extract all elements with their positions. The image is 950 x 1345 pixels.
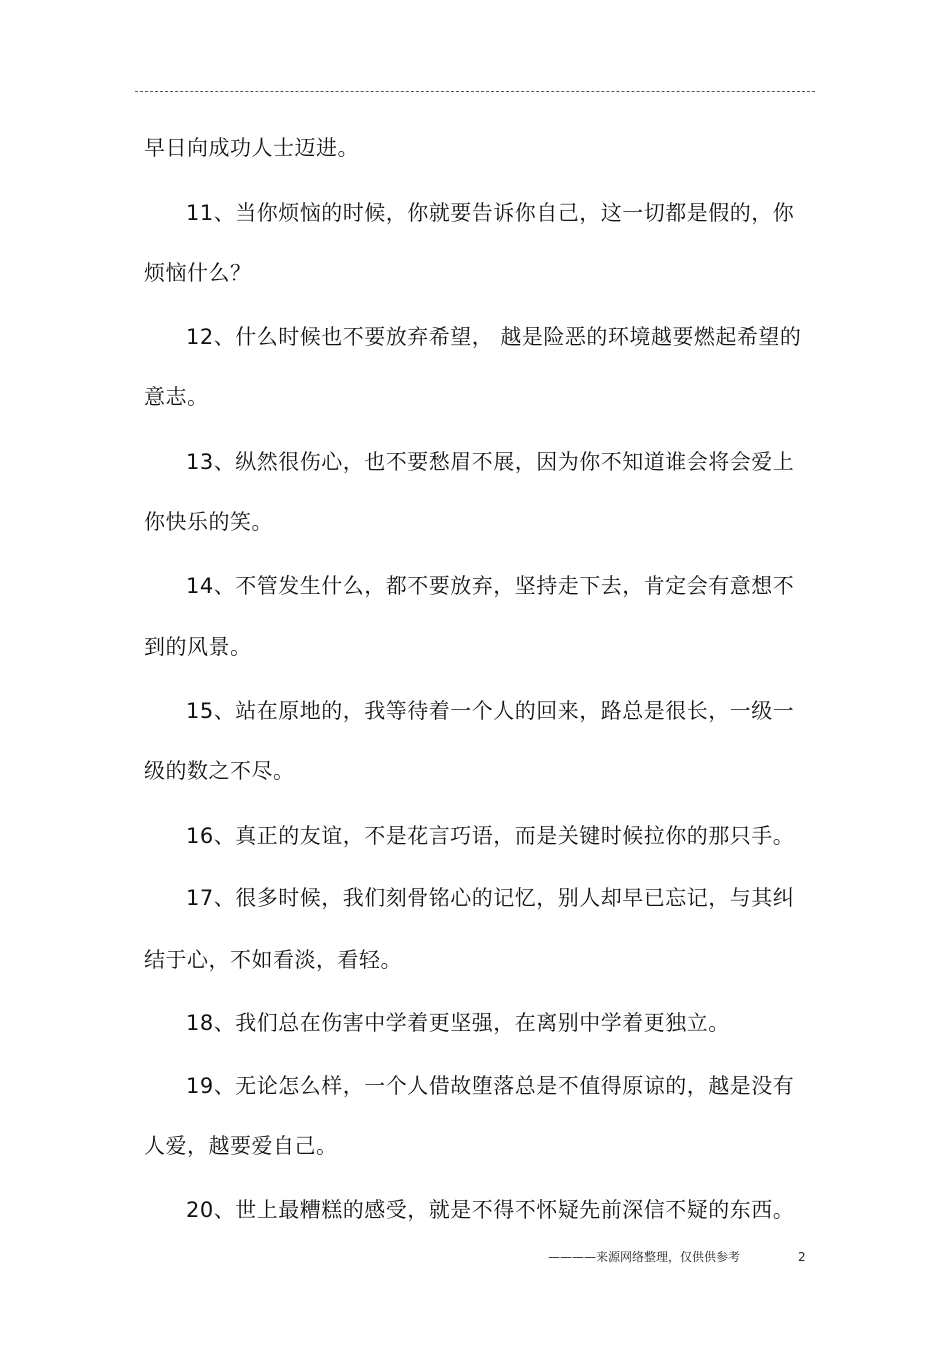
text-line: 16、真正的友谊，不是花言巧语，而是关键时候拉你的那只手。 <box>186 824 795 848</box>
text-line: 结于心，不如看淡，看轻。 <box>144 948 402 972</box>
text-line: 意志。 <box>144 385 209 409</box>
text-line: 18、我们总在伤害中学着更坚强，在离别中学着更独立。 <box>186 1011 730 1035</box>
text-line: 烦恼什么？ <box>144 261 252 285</box>
text-line: 20、世上最糟糕的感受，就是不得不怀疑先前深信不疑的东西。 <box>186 1198 795 1222</box>
text-line: 级的数之不尽。 <box>144 759 295 783</box>
text-line: 14、不管发生什么，都不要放弃，坚持走下去，肯定会有意想不 <box>186 574 795 598</box>
text-line: 13、纵然很伤心，也不要愁眉不展，因为你不知道谁会将会爱上 <box>186 450 795 474</box>
header-divider <box>135 91 815 92</box>
footer-source-note: ————来源网络整理，仅供供参考 <box>548 1250 741 1264</box>
text-line: 15、站在原地的，我等待着一个人的回来，路总是很长，一级一 <box>186 699 795 723</box>
text-line: 到的风景。 <box>144 635 252 659</box>
text-line: 早日向成功人士迈进。 <box>144 136 359 160</box>
text-line: 11、当你烦恼的时候，你就要告诉你自己，这一切都是假的，你 <box>186 201 795 225</box>
text-line: 你快乐的笑。 <box>144 510 273 534</box>
page-number: 2 <box>798 1250 806 1264</box>
text-line: 人爱，越要爱自己。 <box>144 1134 338 1158</box>
text-line: 12、什么时候也不要放弃希望， 越是险恶的环境越要燃起希望的 <box>186 325 802 349</box>
text-line: 17、很多时候，我们刻骨铭心的记忆，别人却早已忘记，与其纠 <box>186 886 795 910</box>
text-line: 19、无论怎么样，一个人借故堕落总是不值得原谅的，越是没有 <box>186 1074 795 1098</box>
